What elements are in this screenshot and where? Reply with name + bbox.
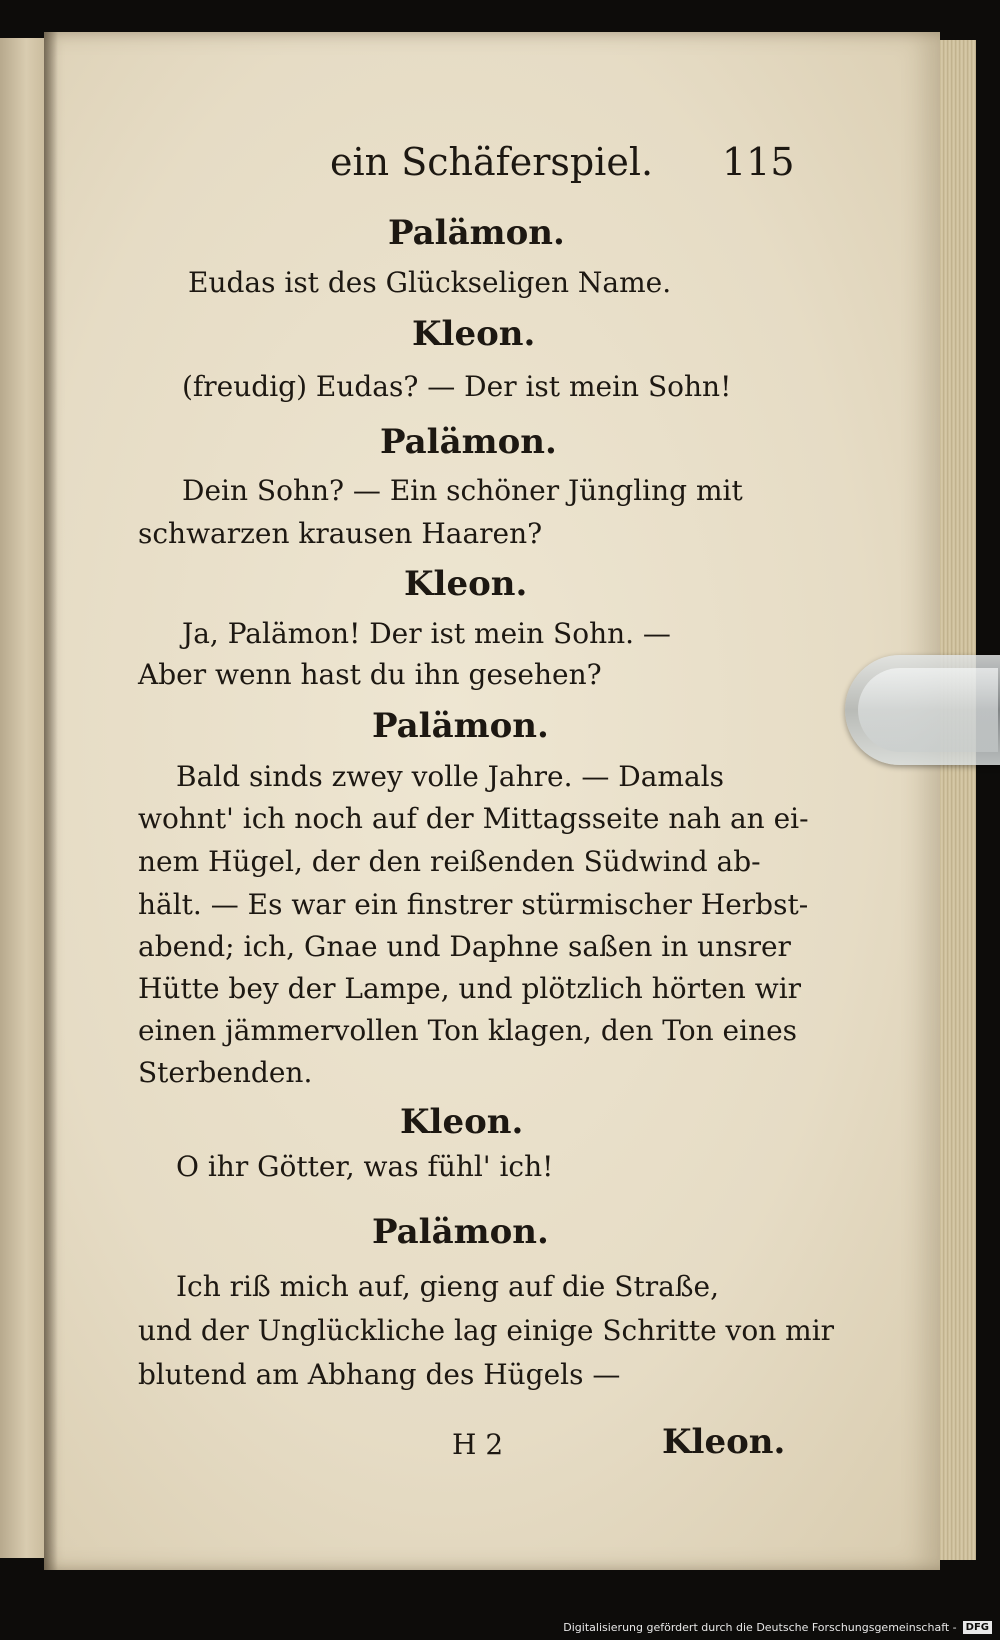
text-line: Sterbenden. [138,1056,313,1089]
text-line: und der Unglückliche lag einige Schritte von mir [138,1314,835,1347]
text-line: Aber wenn hast du ihn gesehen? [138,658,602,691]
speaker-heading: Kleon. [404,564,528,604]
text-line: Dein Sohn? — Ein schöner Jüngling mit [182,474,743,507]
text-line: Bald sinds zwey volle Jahre. — Damals [176,760,724,793]
running-title: ein Schäferspiel. [330,140,654,184]
page-number: 115 [722,140,795,184]
gutter-shadow [44,32,58,1570]
text-line: abend; ich, Gnae und Daphne saßen in unsrer [138,930,791,963]
text-line: wohnt' ich noch auf der Mittagsseite nah an ei- [138,802,809,835]
text-line: schwarzen krausen Haaren? [138,517,543,550]
page-clip-highlight [858,668,998,752]
speaker-heading: Palämon. [372,706,549,746]
text-line: hält. — Es war ein finstrer stürmischer Herbst- [138,888,809,921]
speaker-heading: Kleon. [412,314,536,354]
speaker-heading: Kleon. [400,1102,524,1142]
text-line: (freudig) Eudas? — Der ist mein Sohn! [182,370,732,403]
text-line: Eudas ist des Glückseligen Name. [188,266,672,299]
signature-mark: H 2 [452,1428,504,1461]
text-line: Ich riß mich auf, gieng auf die Straße, [176,1270,719,1303]
text-line: Ja, Palämon! Der ist mein Sohn. — [182,617,671,650]
speaker-heading: Palämon. [388,213,565,253]
speaker-heading: Palämon. [372,1212,549,1252]
text-line: Hütte bey der Lampe, und plötzlich hörten wir [138,972,802,1005]
text-line: einen jämmervollen Ton klagen, den Ton eines [138,1014,798,1047]
text-line: nem Hügel, der den reißenden Südwind ab- [138,845,761,878]
catchword: Kleon. [662,1422,786,1462]
speaker-heading: Palämon. [380,422,557,462]
credit-text: Digitalisierung gefördert durch die Deutsche Forschungsgemeinschaft - [563,1621,957,1634]
facing-page-edge [0,38,44,1558]
text-line: O ihr Götter, was fühl' ich! [176,1150,554,1183]
digitization-credit [563,1621,992,1634]
dfg-logo: DFG [963,1621,992,1634]
text-line: blutend am Abhang des Hügels — [138,1358,621,1391]
page-stack-edge [940,40,976,1560]
